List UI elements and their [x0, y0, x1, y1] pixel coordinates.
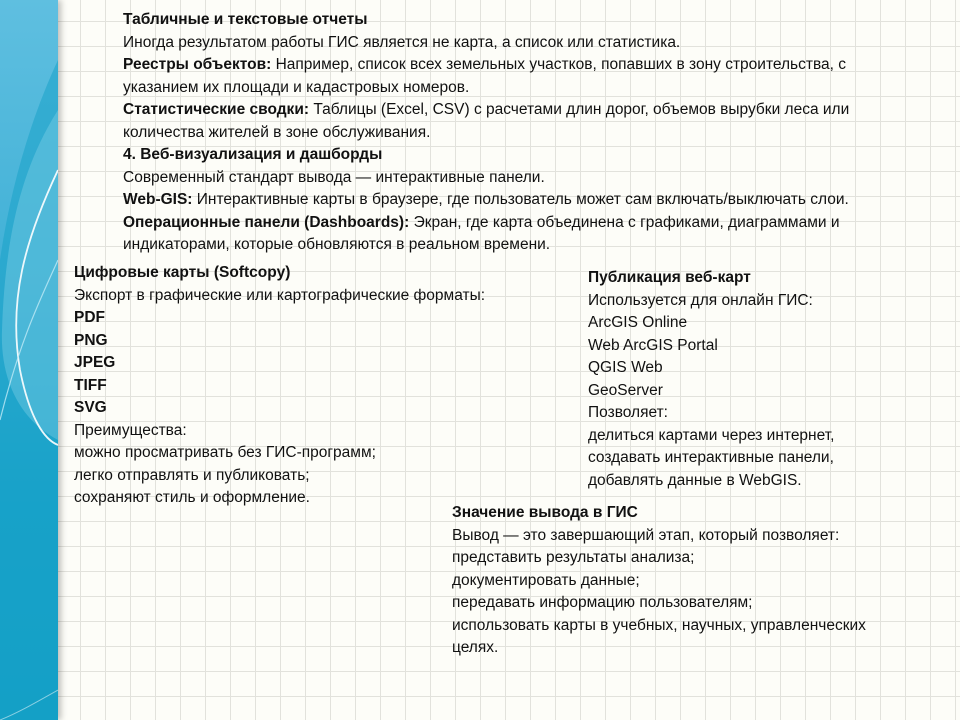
- top-section: [123, 9, 923, 257]
- format-item: SVG: [74, 399, 107, 416]
- dash-line-cont: индикаторами, которые обновляются в реальном времени.: [123, 236, 551, 253]
- webgis-line: [123, 189, 923, 212]
- output-value-item: представить результаты анализа;: [452, 549, 695, 566]
- dash-label: Операционные панели (Dashboards):: [123, 213, 410, 231]
- platform-item: Web ArcGIS Portal: [588, 336, 718, 354]
- format-item: PNG: [74, 331, 108, 349]
- advantage-item: можно просматривать без ГИС-программ;: [74, 444, 376, 461]
- advantage-item: сохраняют стиль и оформление.: [74, 489, 310, 506]
- webgis-label: Web-GIS:: [123, 191, 193, 208]
- registries-line: [123, 54, 923, 77]
- format-item: PDF: [74, 309, 105, 326]
- platform-item: QGIS Web: [588, 359, 663, 376]
- decorative-sidebar: [0, 0, 58, 720]
- wave-decoration-icon: [0, 0, 58, 720]
- allows-label: Позволяет:: [588, 404, 668, 421]
- output-value-item: целях.: [452, 639, 499, 656]
- digital-maps-section: [74, 262, 544, 510]
- registries-line-cont: указанием их площади и кадастровых номеров.: [123, 78, 470, 96]
- web-heading: 4. Веб-визуализация и дашборды: [123, 146, 383, 163]
- platform-item: GeoServer: [588, 381, 663, 399]
- format-item: TIFF: [74, 376, 107, 394]
- allows-item: делиться картами через интернет,: [588, 426, 835, 444]
- platform-item: ArcGIS Online: [588, 314, 688, 331]
- allows-item: добавлять данные в WebGIS.: [588, 471, 802, 489]
- output-value-intro: Вывод — это завершающий этап, который позволяет:: [452, 526, 840, 544]
- web-publishing-heading: Публикация веб-карт: [588, 269, 751, 286]
- format-item: JPEG: [74, 354, 116, 371]
- webgis-text: Интерактивные карты в браузере, где пользователь может сам включать/выключать слои.: [192, 191, 849, 208]
- advantage-item: легко отправлять и публиковать;: [74, 466, 310, 484]
- allows-item: создавать интерактивные панели,: [588, 449, 834, 466]
- advantages-label: Преимущества:: [74, 421, 187, 439]
- registries-label: Реестры объектов:: [123, 56, 272, 73]
- digital-maps-heading: Цифровые карты (Softcopy): [74, 264, 291, 281]
- web-publishing-section: [588, 267, 918, 492]
- output-value-item: документировать данные;: [452, 571, 640, 589]
- web-publishing-intro: Используется для онлайн ГИС:: [588, 291, 813, 309]
- dash-text: Экран, где карта объединена с графиками, диаграммами и: [409, 213, 840, 231]
- stats-text: Таблицы (Excel, CSV) с расчетами длин дорог, объемов вырубки леса или: [309, 101, 850, 118]
- dash-line: [123, 212, 923, 235]
- registries-text: Например, список всех земельных участков, попавших в зону строительства, с: [271, 56, 846, 73]
- digital-maps-intro: Экспорт в графические или картографические форматы:: [74, 286, 486, 304]
- reports-heading: Табличные и текстовые отчеты: [123, 11, 368, 28]
- output-value-heading: Значение вывода в ГИС: [452, 504, 638, 521]
- stats-line: [123, 99, 923, 122]
- stats-line-cont: количества жителей в зоне обслуживания.: [123, 123, 431, 141]
- stats-label: Статистические сводки:: [123, 101, 310, 118]
- output-value-item: использовать карты в учебных, научных, управленческих: [452, 616, 866, 634]
- reports-intro: Иногда результатом работы ГИС является не карта, а список или статистика.: [123, 33, 681, 51]
- web-intro: Современный стандарт вывода — интерактивные панели.: [123, 168, 545, 186]
- output-value-section: [452, 502, 922, 660]
- output-value-item: передавать информацию пользователям;: [452, 594, 753, 611]
